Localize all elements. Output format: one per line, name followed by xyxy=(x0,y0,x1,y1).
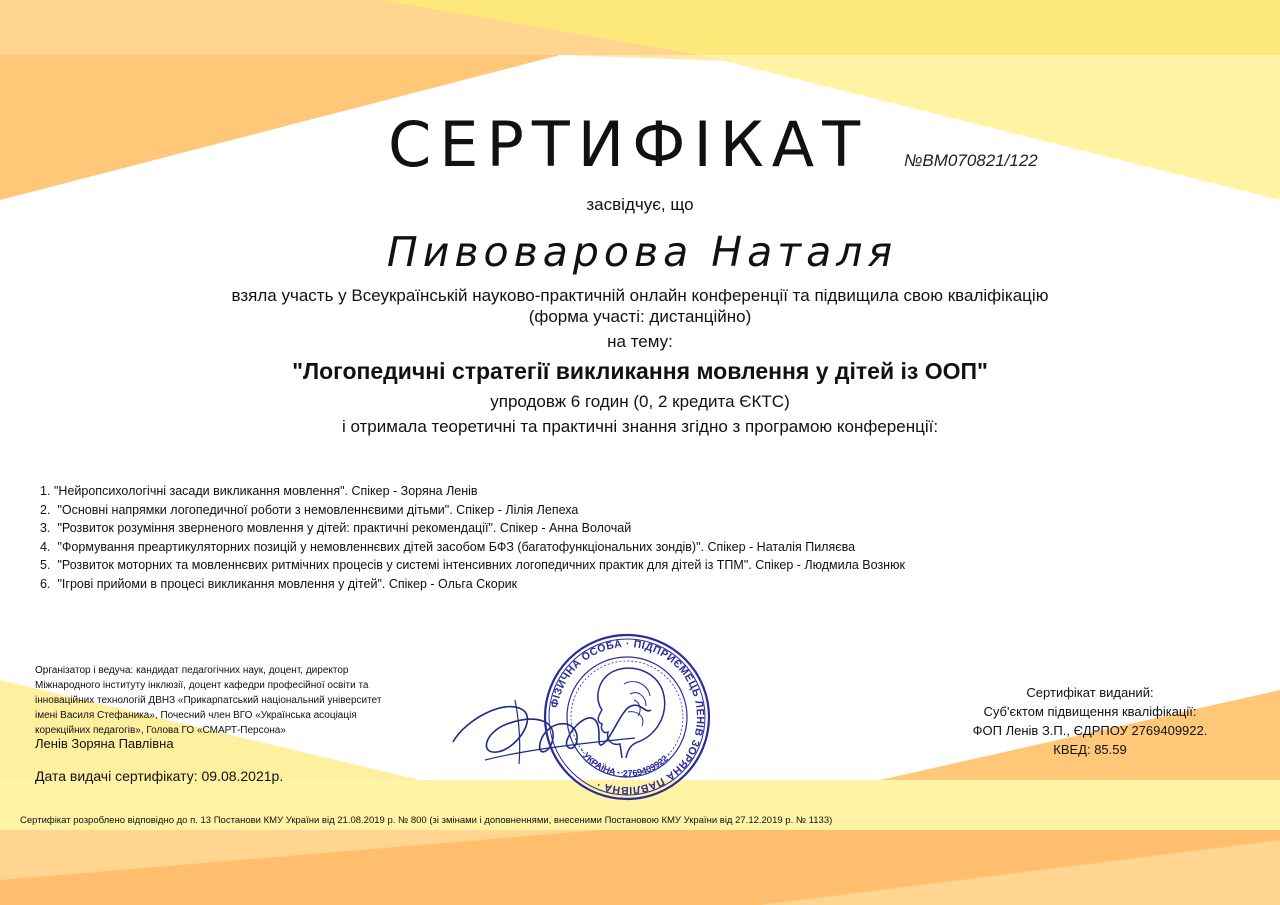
participation-line: взяла участь у Всеукраїнській науково-практичній онлайн конференції та підвищила свою кваліфікацію xyxy=(231,286,1049,305)
program-item xyxy=(40,501,1040,520)
organizer-name: Ленів Зоряна Павлівна xyxy=(35,736,174,751)
program-item-text: "Розвиток моторних та мовленнєвих ритмічних процесів у системі інтенсивних логопедичних практик для дітей із ТПМ". Спікер - Людмила Вознюк xyxy=(57,558,905,572)
stamp xyxy=(542,632,712,802)
program-item xyxy=(40,538,1040,557)
svg-text:ФІЗИЧНА ОСОБА · ПІДПРИЄМЕЦЬ ЛЕ: ФІЗИЧНА ОСОБА · ПІДПРИЄМЕЦЬ ЛЕНІВ ЗОРЯНА ПАВЛІВНА · xyxy=(548,637,707,797)
organizer-line: корекційних педагогів», Голова ГО «СМАРТ-Персона» xyxy=(35,725,286,736)
program-item xyxy=(40,575,1040,594)
hours-text: упродовж 6 годин (0, 2 кредита ЄКТС) xyxy=(490,392,790,411)
program-item xyxy=(40,519,1040,538)
program-item-text: "Нейропсихологічні засади викликання мовлення". Спікер - Зоряна Ленів xyxy=(54,484,478,498)
program-item-number: 1. xyxy=(40,484,51,498)
participation-form: (форма участі: дистанційно) xyxy=(528,307,752,326)
program-item-number: 4. xyxy=(40,539,51,554)
issue-date: Дата видачі сертифікату: 09.08.2021р. xyxy=(35,768,284,784)
organizer-line: імені Василя Стефаника», Почесний член ВГО «Українська асоціація xyxy=(35,710,357,721)
issued-by-line: КВЕД: 85.59 xyxy=(1053,742,1127,757)
organizer-description xyxy=(35,663,415,738)
program-item-text: "Формування преартикуляторних позицій у немовленнєвих дітей засобом БФЗ (багатофункціональних зондів)". Спікер - Наталія Пиляєва xyxy=(57,539,856,554)
recipient-name: Пивоварова Наталя xyxy=(386,228,898,276)
received-text: і отримала теоретичні та практичні знання згідно з програмою конференції: xyxy=(341,417,939,436)
issued-by xyxy=(950,683,1230,759)
footer-legal-note: Сертифікат розроблено відповідно до п. 13 Постанови КМУ України від 21.08.2019 р. № 800 (зі змінами і доповненнями, внесеними Постановою КМУ України від 27.12.2019 р. № 1133) xyxy=(20,815,833,826)
participation-text xyxy=(0,285,1280,327)
certificate-title: СЕРТИФІКАТ xyxy=(388,108,869,181)
program-item-text: "Основні напрямки логопедичної роботи з немовленнєвими дітьми". Спікер - Лілія Лепеха xyxy=(57,502,579,517)
program-item-number: 6. xyxy=(40,576,51,591)
organizer-line: Міжнародного інституту інклюзії, доцент кафедри професійної освіти та xyxy=(35,680,369,691)
program-list xyxy=(40,482,1040,593)
certificate-number: №BM070821/122 xyxy=(904,151,1038,170)
on-topic-label: на тему: xyxy=(607,332,673,351)
organizer-line: інноваційних технологій ДВНЗ «Прикарпатський національний університет xyxy=(35,695,382,706)
program-item xyxy=(40,556,1040,575)
topic-title: "Логопедичні стратегії викликання мовлення у дітей із ООП" xyxy=(292,358,988,384)
svg-text:· УКРАЇНА · 2769409922 ·: · УКРАЇНА · 2769409922 · xyxy=(577,746,674,779)
program-item-text: "Розвиток розуміння зверненого мовлення у дітей: практичні рекомендації". Спікер - Анна Волочай xyxy=(57,521,632,535)
organizer-line: Організатор і ведуча: кандидат педагогічних наук, доцент, директор xyxy=(35,665,349,676)
program-item xyxy=(40,482,1040,501)
program-item-number: 2. xyxy=(40,502,51,517)
issued-by-line: Суб'єктом підвищення кваліфікації: xyxy=(983,704,1197,719)
certifies-text: засвідчує, що xyxy=(586,195,694,214)
program-item-number: 5. xyxy=(40,558,51,572)
issued-by-line: ФОП Ленів З.П., ЄДРПОУ 2769409922. xyxy=(972,723,1208,738)
issued-by-line: Сертифікат виданий: xyxy=(1026,685,1154,700)
program-item-number: 3. xyxy=(40,521,51,535)
program-item-text: "Ігрові прийоми в процесі викликання мовлення у дітей". Спікер - Ольга Скорик xyxy=(57,576,518,591)
